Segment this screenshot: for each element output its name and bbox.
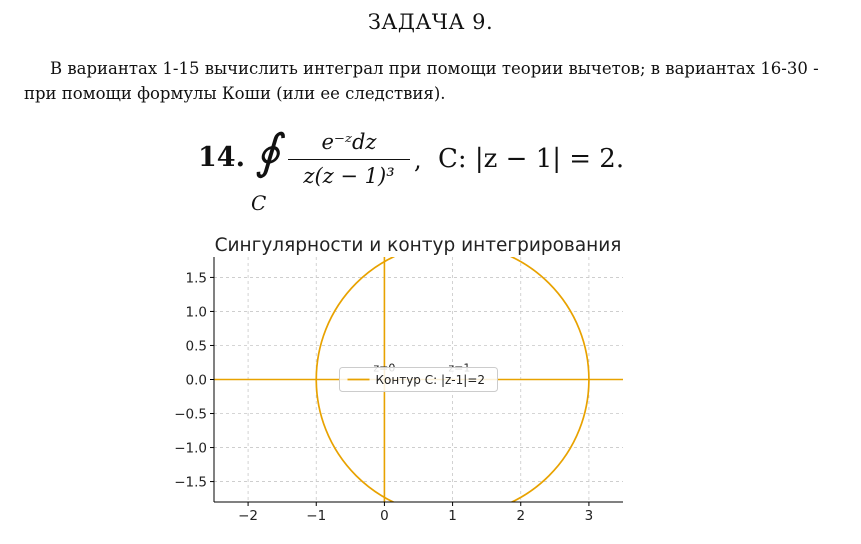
singularities-chart (0, 226, 861, 544)
integrand-fraction (288, 130, 410, 188)
legend (340, 368, 498, 392)
y-tick-label: 0.5 (185, 338, 207, 355)
task-text: В вариантах 1-15 вычислить интеграл при помощи теории вычетов; в вариантах 16-30 - при помощи формулы Коши (или ее следствия). (24, 59, 819, 103)
task-heading: ЗАДАЧА 9. (367, 10, 494, 34)
y-tick-label: −1.5 (174, 474, 207, 491)
y-tick-label: 1.0 (185, 304, 207, 321)
y-tick-label: −0.5 (174, 406, 207, 423)
y-tick-label: −1.0 (174, 440, 207, 457)
integrand-denominator: z(z − 1)³ (303, 164, 395, 189)
y-tick-label: 1.5 (185, 270, 207, 287)
x-tick-label: 0 (380, 508, 389, 524)
contour-integral-icon: ∮ (255, 124, 281, 180)
x-tick-label: −2 (238, 508, 259, 524)
fraction-bar (288, 159, 410, 160)
legend-entry-label: Контур C: |z-1|=2 (375, 373, 486, 387)
chart-title: Сингулярности и контур интегрирования (214, 235, 622, 256)
problem-number: 14. (198, 142, 245, 173)
problem-formula (198, 114, 718, 214)
x-tick-label: 3 (584, 508, 594, 524)
x-tick-label: 1 (448, 508, 457, 524)
x-tick-label: −1 (306, 508, 327, 524)
formula-comma: , (414, 146, 422, 174)
y-tick-label: 0.0 (185, 372, 207, 389)
x-tick-label: 2 (516, 508, 526, 524)
integral-contour-subscript: C (251, 191, 267, 215)
integrand-numerator: e⁻ᶻdz (321, 130, 377, 154)
contour-condition: C: |z − 1| = 2. (438, 144, 625, 174)
